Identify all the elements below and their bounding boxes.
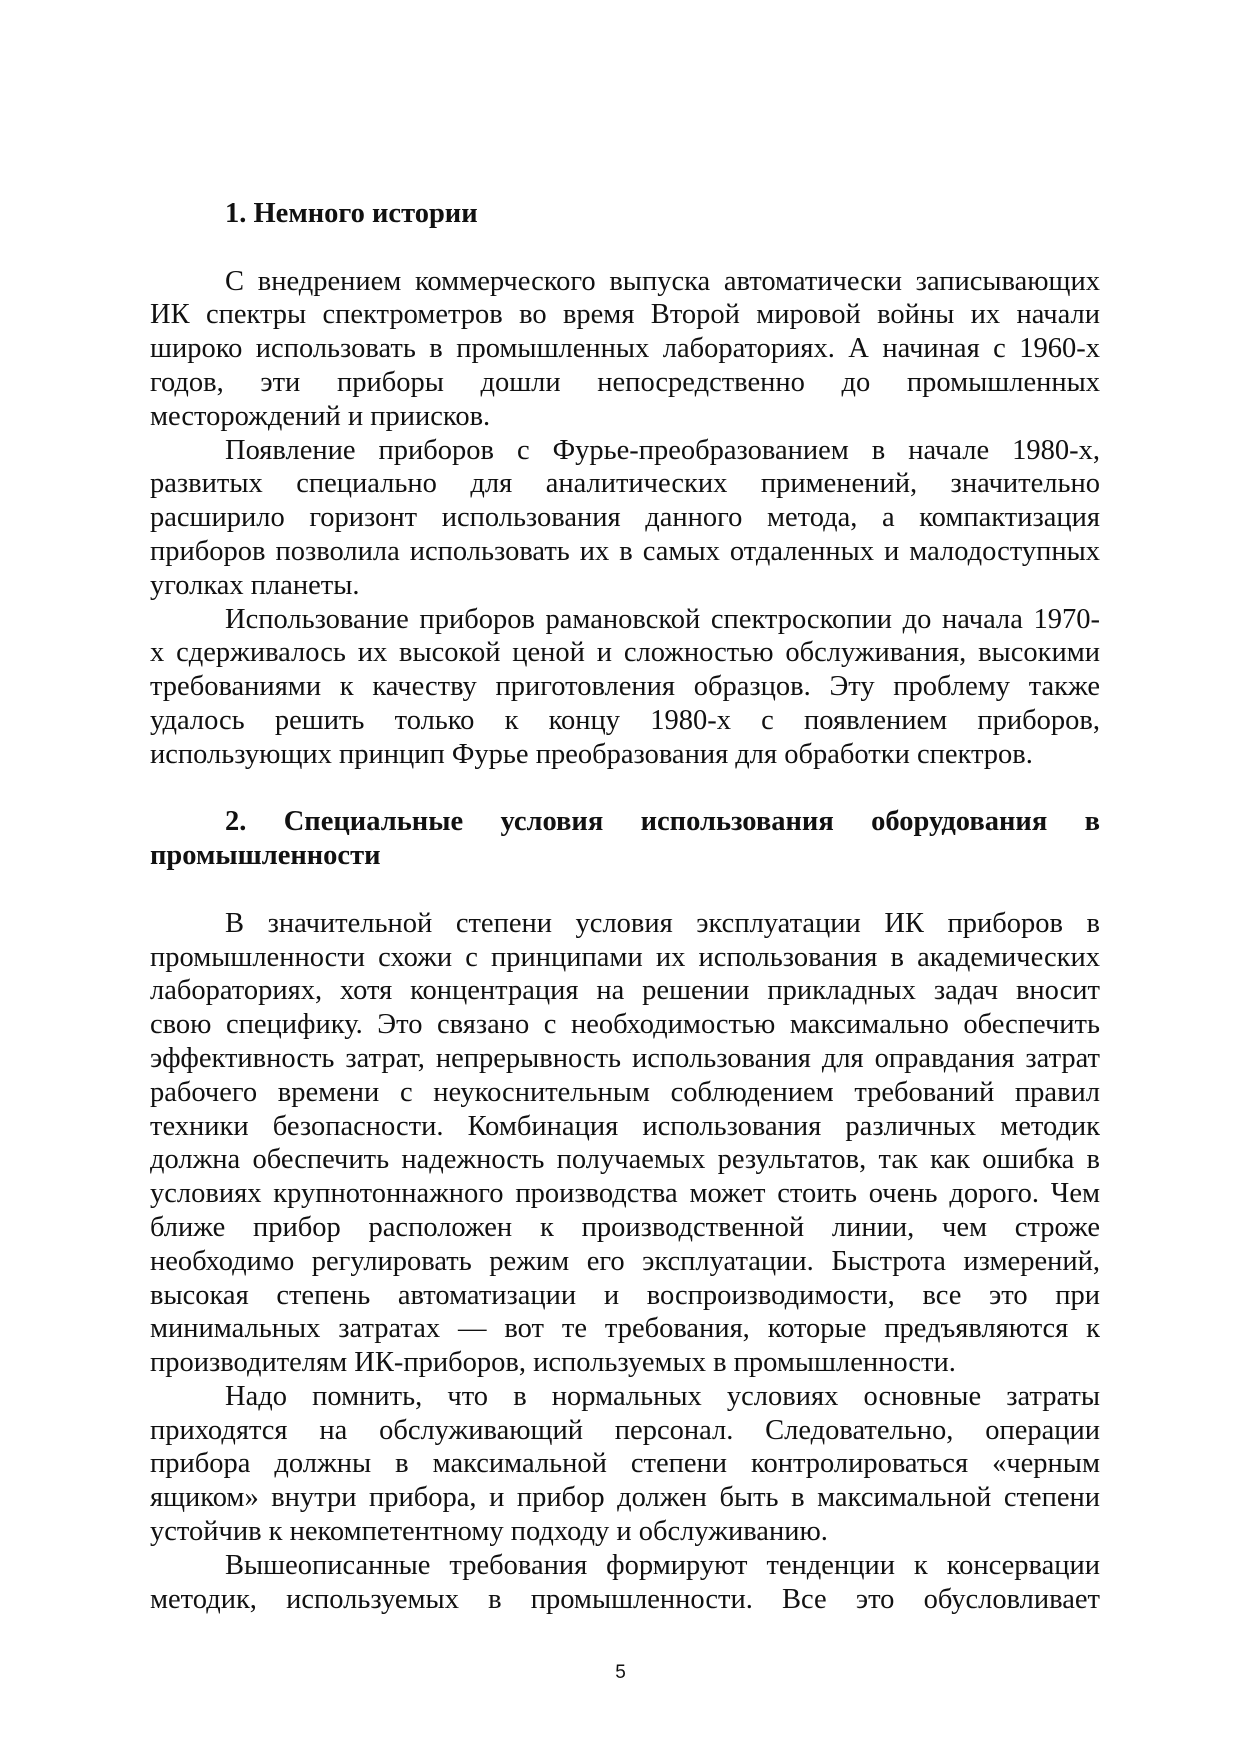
page-number: 5 [615, 1662, 626, 1683]
text-line: удалось решить только к концу 1980-х с появлением приборов, [150, 704, 1100, 736]
text-line: требованиями к качеству приготовления образцов. Эту проблему также [150, 671, 1100, 703]
text-line: производителям ИК-приборов, используемых в промышленности. [150, 1347, 956, 1379]
text-line: ящиком» внутри прибора, и прибор должен быть в максимальной степени [150, 1482, 1100, 1514]
text-line: Надо помнить, что в нормальных условиях основные затраты [225, 1380, 1100, 1412]
section-heading [150, 197, 1100, 231]
text-line: использующих принцип Фурье преобразования для обработки спектров. [150, 738, 1033, 770]
text-line: широко использовать в промышленных лабораториях. А начиная с 1960-х [150, 333, 1100, 365]
text-line: уголках планеты. [150, 569, 360, 601]
paragraph [150, 434, 1100, 603]
text-line: минимальных затратах — вот те требования, которые предъявляются к [150, 1313, 1100, 1345]
text-line: устойчив к некомпетентному подходу и обслуживанию. [150, 1516, 828, 1548]
text-line: методик, используемых в промышленности. Все это обусловливает [150, 1583, 1100, 1615]
text-line: ближе прибор расположен к производственной линии, чем строже [150, 1211, 1100, 1243]
text-line: лабораториях, хотя концентрация на решении прикладных задач вносит [150, 975, 1100, 1007]
document-body [150, 197, 1100, 1616]
paragraph [150, 907, 1100, 1380]
paragraph [150, 603, 1100, 772]
section-heading [150, 805, 1100, 873]
text-line: годов, эти приборы дошли непосредственно до промышленных [150, 366, 1100, 398]
text-line: прибора должны в максимальной степени контролироваться «черным [150, 1448, 1100, 1480]
blank-line [150, 873, 1100, 907]
text-line: Вышеописанные требования формируют тенденции к консервации [225, 1549, 1100, 1581]
blank-line [150, 231, 1100, 265]
heading-line: 2. Специальные условия использования оборудования в [225, 806, 1100, 838]
text-line: рабочего времени с неукоснительным соблюдением требований правил [150, 1076, 1100, 1108]
paragraph [150, 1380, 1100, 1549]
text-line: Использование приборов рамановской спектроскопии до начала 1970- [225, 603, 1100, 635]
paragraph [150, 265, 1100, 434]
text-line: высокая степень автоматизации и воспроизводимости, все это при [150, 1279, 1100, 1311]
text-line: должна обеспечить надежность получаемых результатов, так как ошибка в [150, 1144, 1100, 1176]
text-line: техники безопасности. Комбинация использования различных методик [150, 1110, 1100, 1142]
text-line: С внедрением коммерческого выпуска автоматически записывающих [225, 265, 1100, 297]
text-line: приходятся на обслуживающий персонал. Следовательно, операции [150, 1414, 1100, 1446]
text-line: приборов позволила использовать их в самых отдаленных и малодоступных [150, 535, 1100, 567]
text-line: ИК спектры спектрометров во время Второй мировой войны их начали [150, 299, 1100, 331]
text-line: В значительной степени условия эксплуатации ИК приборов в [225, 907, 1100, 939]
paragraph [150, 1549, 1100, 1617]
text-line: необходимо регулировать режим его эксплуатации. Быстрота измерений, [150, 1245, 1100, 1277]
text-line: месторождений и приисков. [150, 400, 491, 432]
text-line: эффективность затрат, непрерывность использования для оправдания затрат [150, 1042, 1100, 1074]
text-line: развитых специально для аналитических применений, значительно [150, 468, 1100, 500]
heading-line: промышленности [150, 840, 381, 872]
text-line: промышленности схожи с принципами их использования в академических [150, 941, 1100, 973]
text-line: свою специфику. Это связано с необходимостью максимально обеспечить [150, 1009, 1100, 1041]
text-line: х сдерживалось их высокой ценой и сложностью обслуживания, высокими [150, 637, 1100, 669]
text-line: расширило горизонт использования данного метода, а компактизация [150, 502, 1100, 534]
blank-line [150, 772, 1100, 806]
heading-line: 1. Немного истории [225, 198, 478, 229]
text-line: условиях крупнотоннажного производства может стоить очень дорого. Чем [150, 1178, 1100, 1210]
text-line: Появление приборов с Фурье-преобразованием в начале 1980-х, [225, 434, 1100, 466]
